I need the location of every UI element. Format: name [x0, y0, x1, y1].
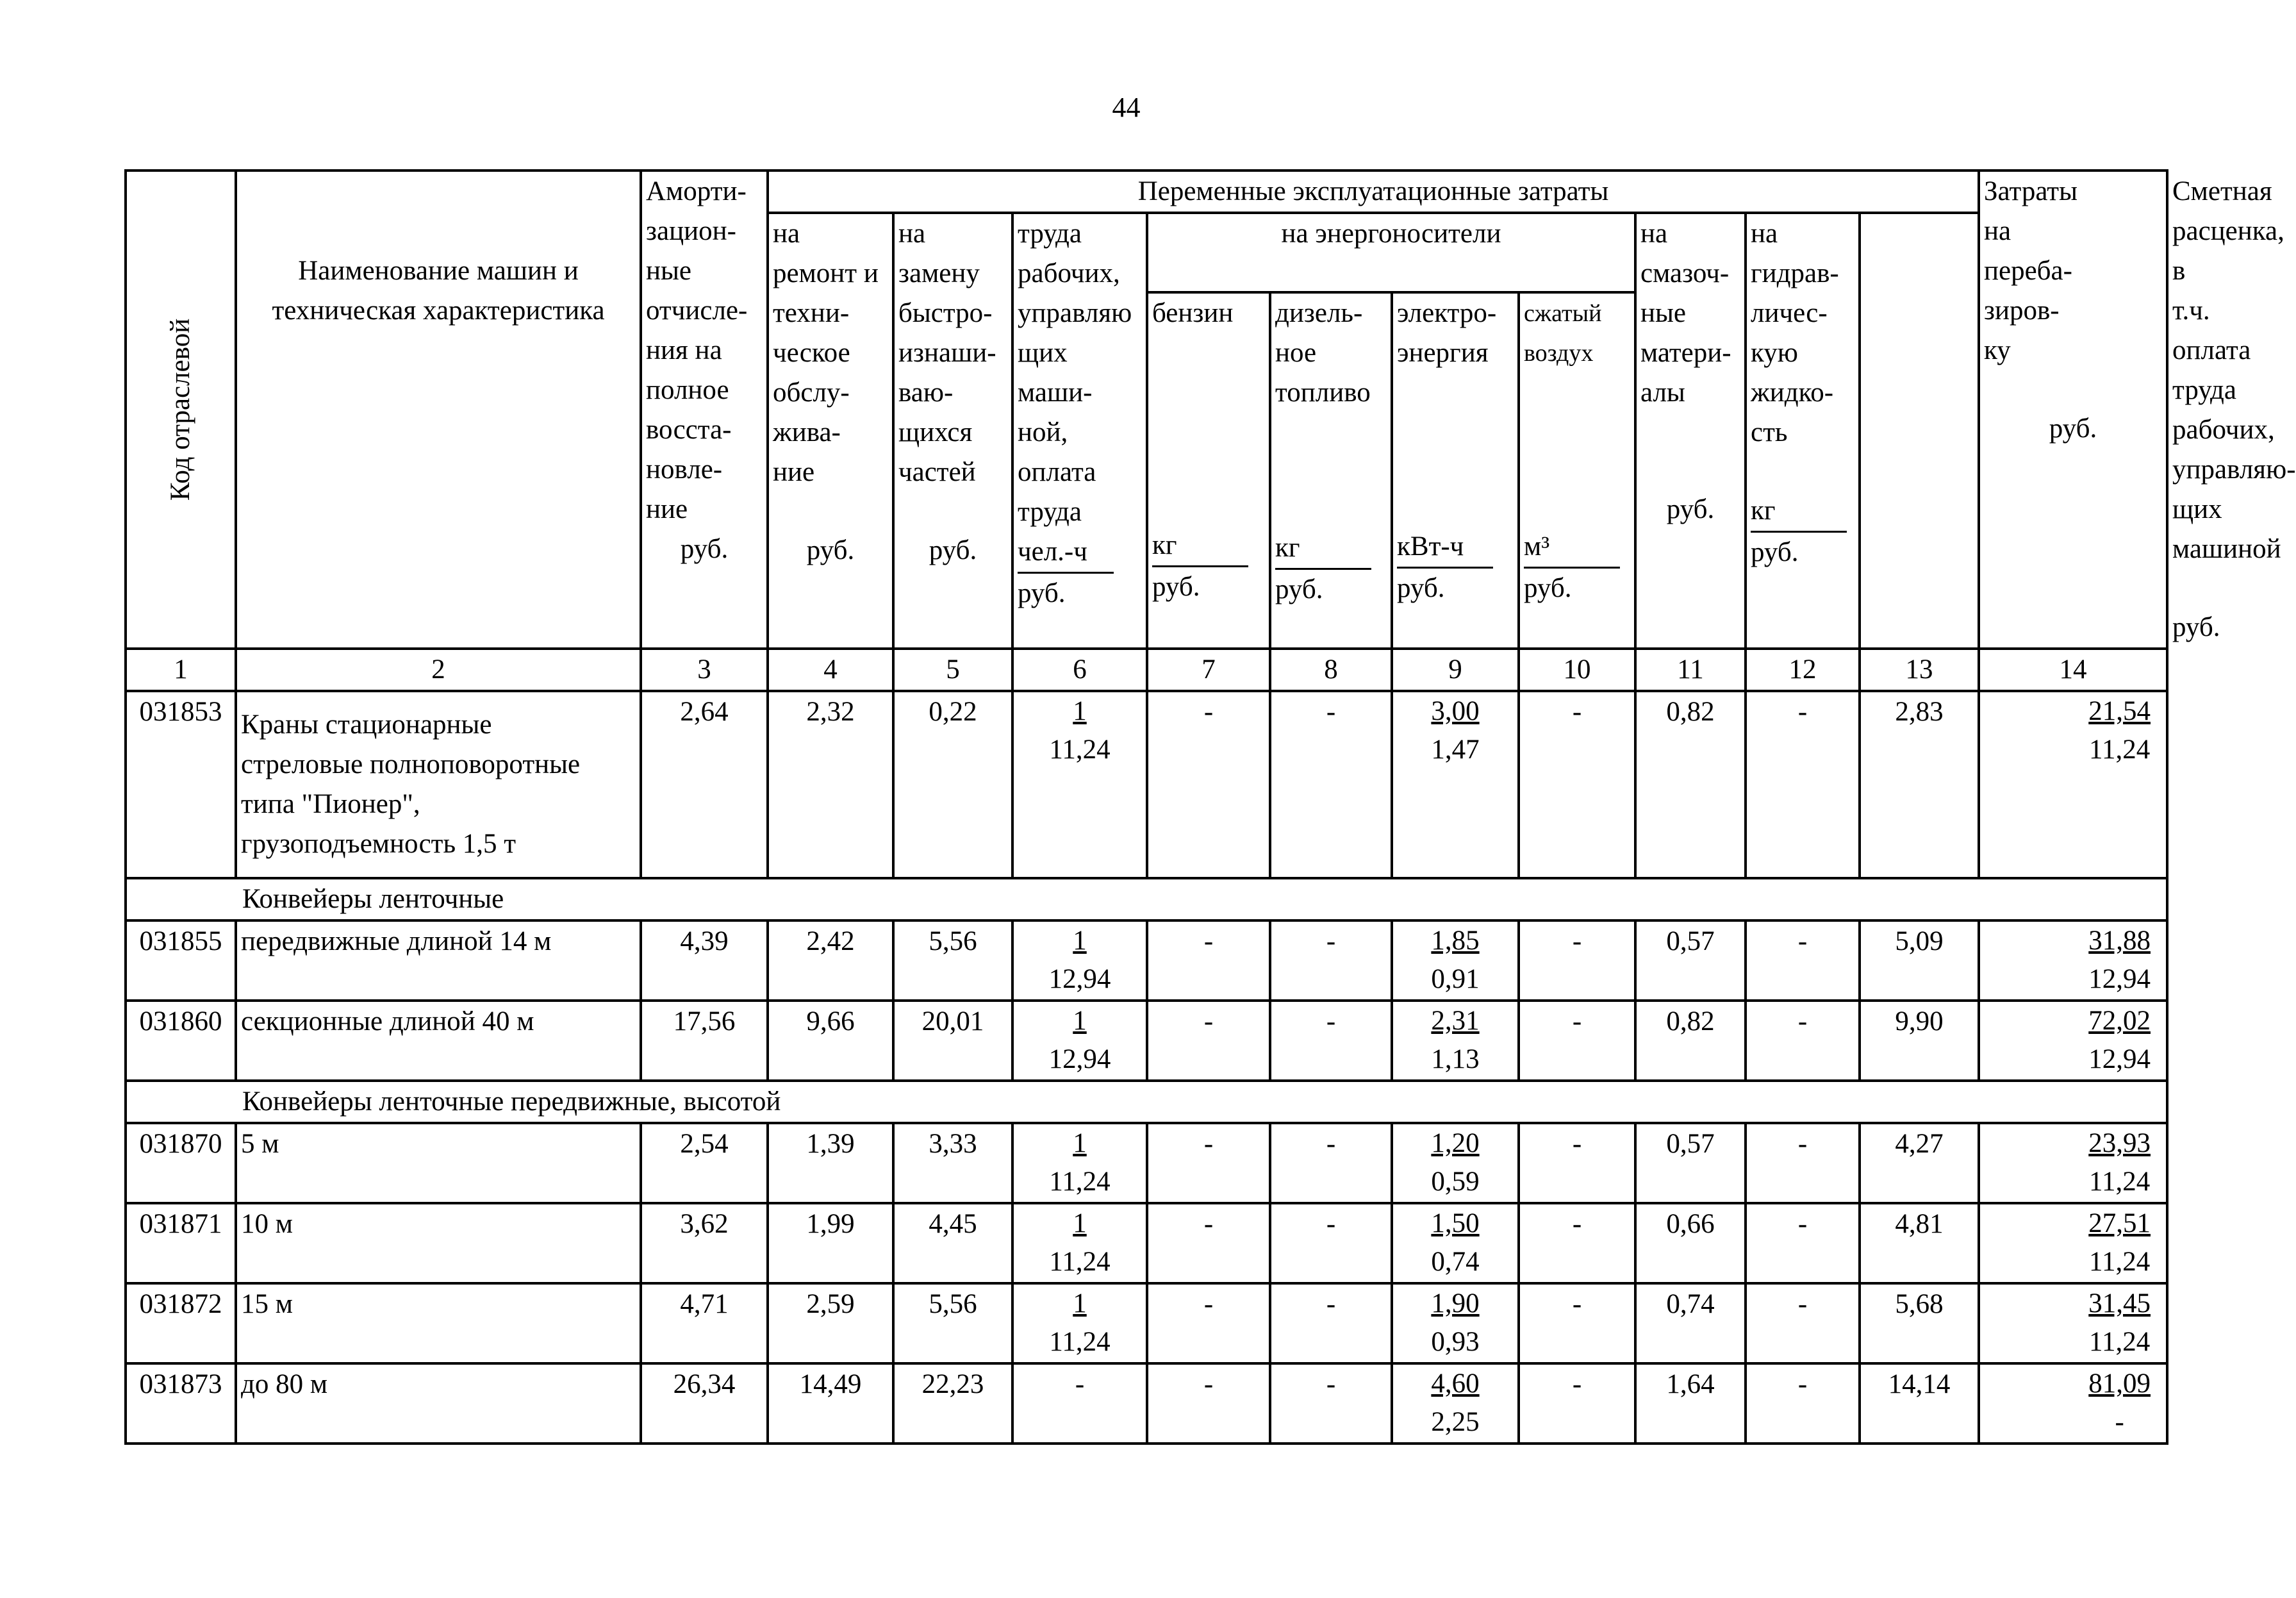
estimate-value-fraction [2088, 692, 2151, 769]
electricity-value-numerator: 1,50 [1431, 1208, 1480, 1238]
header-text-line: восста- [646, 415, 732, 445]
header-text-line: сть [1751, 417, 1788, 447]
header-repair-unit: руб. [806, 535, 855, 565]
parts-value: 3,33 [893, 1123, 1012, 1203]
header-text-line: электро- [1397, 298, 1497, 329]
parts-value: 0,22 [893, 691, 1012, 878]
labor-value-fraction [1049, 1285, 1110, 1361]
estimate-value-fraction [2088, 1285, 2151, 1361]
labor-value-numerator: 1 [1073, 1288, 1087, 1319]
labor-value-fraction [1049, 1002, 1111, 1079]
header-parts-lines [898, 214, 1007, 492]
header-text-line: сжатый [1524, 300, 1602, 328]
header-text-line: переба- [1984, 256, 2072, 286]
machine-code: 031853 [126, 691, 236, 878]
machine-name [236, 1363, 641, 1444]
column-number: 14 [1979, 649, 2167, 691]
parts-value: 5,56 [893, 920, 1012, 1001]
column-number: 1 [126, 649, 236, 691]
electricity-value-fraction [1431, 1124, 1479, 1201]
column-number: 9 [1392, 649, 1519, 691]
estimate-value-denominator: 11,24 [2089, 1327, 2151, 1357]
header-labor-unit-bottom: руб. [1018, 578, 1066, 608]
header-text-line: маши- [1018, 378, 1093, 408]
air-value: - [1519, 1283, 1635, 1363]
estimate-value-fraction [2088, 1365, 2151, 1442]
estimate-value-fraction [2088, 1124, 2151, 1201]
header-labor [1012, 213, 1147, 649]
estimate-value-denominator: 11,24 [2089, 1167, 2151, 1197]
machine-name-line: передвижные длиной 14 м [241, 926, 552, 956]
header-electricity [1392, 292, 1519, 649]
parts-value: 4,45 [893, 1203, 1012, 1283]
labor-value [1012, 691, 1147, 878]
header-text-line: рабочих, [1018, 258, 1120, 288]
electricity-value-fraction [1431, 1204, 1479, 1281]
header-text-line: оплата [1018, 457, 1096, 487]
diesel-value: - [1270, 1001, 1392, 1081]
section-title: Конвейеры ленточные [126, 878, 2167, 920]
column-number: 3 [641, 649, 768, 691]
electricity-value [1392, 1363, 1519, 1444]
table-row [126, 1283, 2167, 1363]
air-value: - [1519, 1001, 1635, 1081]
diesel-value: - [1270, 691, 1392, 878]
diesel-value: - [1270, 1283, 1392, 1363]
header-code-label: Код отраслевой [165, 318, 195, 501]
header-petrol [1147, 292, 1270, 649]
header-labor-lines [1018, 214, 1142, 532]
petrol-value: - [1147, 920, 1270, 1001]
estimate-value [1979, 1363, 2167, 1444]
header-variable-costs: Переменные эксплуатационные затраты [768, 171, 1979, 213]
machine-name [236, 1203, 641, 1283]
hydraulic-value: - [1746, 1123, 1860, 1203]
machine-name [236, 1123, 641, 1203]
estimate-value-numerator: 23,93 [2088, 1128, 2151, 1158]
labor-value [1012, 920, 1147, 1001]
labor-value [1012, 1283, 1147, 1363]
electricity-value-denominator: 0,91 [1431, 964, 1480, 994]
header-text-line: смазоч- [1640, 258, 1730, 288]
electricity-value-numerator: 3,00 [1431, 696, 1480, 726]
section-row [126, 878, 2167, 920]
rebasing-value: 5,09 [1860, 920, 1979, 1001]
machine-code: 031873 [126, 1363, 236, 1444]
labor-value-denominator: 12,94 [1048, 964, 1111, 994]
air-value: - [1519, 920, 1635, 1001]
header-text-line: обслу- [773, 378, 850, 408]
header-text-line: гидрав- [1751, 258, 1839, 288]
column-number: 4 [768, 649, 893, 691]
header-text-line: управляю [1018, 298, 1132, 328]
rebasing-value: 9,90 [1860, 1001, 1979, 1081]
header-text-line: на [1751, 219, 1778, 249]
header-text-line: отчисле- [646, 295, 748, 326]
amortization-value: 4,71 [641, 1283, 768, 1363]
diesel-value: - [1270, 920, 1392, 1001]
header-electricity-unit-top: кВт-ч [1397, 527, 1493, 569]
electricity-value-numerator: 4,60 [1431, 1369, 1480, 1399]
electricity-value-denominator: 2,25 [1431, 1407, 1480, 1437]
header-text-line: матери- [1640, 338, 1731, 368]
header-text-line: полное [646, 375, 729, 405]
header-text-line: на [898, 219, 926, 249]
machine-code: 031872 [126, 1283, 236, 1363]
repair-value: 9,66 [768, 1001, 893, 1081]
table-row [126, 691, 2167, 878]
header-air-unit-bottom: руб. [1524, 573, 1572, 604]
diesel-value: - [1270, 1363, 1392, 1444]
estimate-value [1979, 1283, 2167, 1363]
header-lubricants-unit: руб. [1666, 494, 1715, 524]
electricity-value-denominator: 0,74 [1431, 1247, 1480, 1277]
header-text-line: техни- [773, 298, 850, 328]
estimate-value [1979, 920, 2167, 1001]
air-value: - [1519, 1203, 1635, 1283]
labor-value-denominator: 11,24 [1049, 1247, 1111, 1277]
electricity-value-fraction [1431, 692, 1479, 769]
header-rebasing-unit: руб. [2049, 413, 2097, 444]
header-text-line: зиров- [1984, 295, 2060, 326]
labor-value-numerator: 1 [1073, 1128, 1087, 1158]
estimate-value-numerator: 31,88 [2088, 926, 2151, 956]
column-number: 10 [1519, 649, 1635, 691]
labor-value-numerator: 1 [1073, 1208, 1087, 1238]
table-row [126, 920, 2167, 1001]
header-text-line: щих [1018, 338, 1068, 368]
header-amortization-lines [646, 172, 763, 529]
estimate-value [1979, 691, 2167, 878]
labor-value-numerator: 1 [1073, 696, 1087, 726]
estimate-value [1979, 1203, 2167, 1283]
header-text-line: кую [1751, 338, 1798, 368]
header-parts-unit: руб. [929, 535, 977, 565]
machine-code: 031871 [126, 1203, 236, 1283]
petrol-value: - [1147, 1001, 1270, 1081]
header-labor-unit-top: чел.-ч [1018, 532, 1114, 574]
estimate-value-numerator: 81,09 [2088, 1369, 2151, 1399]
header-text-line: изнаши- [898, 338, 996, 368]
header-text-line: замену [898, 258, 980, 288]
header-text-line: дизель- [1275, 298, 1363, 329]
estimate-value-numerator: 21,54 [2088, 696, 2151, 726]
header-hydraulic [1746, 213, 1860, 649]
air-value: - [1519, 1363, 1635, 1444]
labor-value-denominator: 11,24 [1049, 735, 1111, 765]
labor-value-fraction [1049, 922, 1111, 999]
lubricants-value: 0,57 [1635, 920, 1746, 1001]
header-diesel-lines [1275, 294, 1387, 413]
estimate-value-denominator: 11,24 [2089, 735, 2151, 765]
machine-code: 031860 [126, 1001, 236, 1081]
header-name [236, 171, 641, 649]
header-text-line: ния на [646, 335, 722, 365]
machine-code: 031870 [126, 1123, 236, 1203]
labor-value-numerator: 1 [1073, 1006, 1087, 1036]
header-text-line: труда [1018, 497, 1082, 527]
machine-name [236, 920, 641, 1001]
header-amortization-unit: руб. [680, 534, 729, 564]
rebasing-value: 4,81 [1860, 1203, 1979, 1283]
header-diesel-unit-top: кг [1275, 528, 1371, 570]
estimate-value [1979, 1123, 2167, 1203]
section-title: Конвейеры ленточные передвижные, высотой [126, 1081, 2167, 1123]
parts-value: 5,56 [893, 1283, 1012, 1363]
estimate-value-denominator: 12,94 [2088, 964, 2151, 994]
header-text-line: топливо [1275, 378, 1371, 408]
lubricants-value: 0,74 [1635, 1283, 1746, 1363]
column-number: 11 [1635, 649, 1746, 691]
labor-value [1012, 1123, 1147, 1203]
machine-name [236, 1283, 641, 1363]
machine-name-line: стреловые полноповоротные [241, 749, 581, 779]
hydraulic-value: - [1746, 1001, 1860, 1081]
electricity-value-numerator: 1,85 [1431, 926, 1480, 956]
electricity-value-fraction [1431, 1365, 1479, 1442]
amortization-value: 4,39 [641, 920, 768, 1001]
estimate-value [1979, 1001, 2167, 1081]
machine-name-line: грузоподъемность 1,5 т [241, 829, 516, 859]
header-text-line: воздух [1524, 340, 1594, 367]
hydraulic-value: - [1746, 1283, 1860, 1363]
header-hydraulic-lines [1751, 214, 1854, 453]
lubricants-value: 1,64 [1635, 1363, 1746, 1444]
petrol-value: - [1147, 1363, 1270, 1444]
header-repair [768, 213, 893, 649]
machine-name-line: секционные длиной 40 м [241, 1006, 534, 1036]
header-text-line: труда [1018, 219, 1082, 249]
machine-name-line: 10 м [241, 1209, 293, 1239]
machine-name-line: 15 м [241, 1289, 293, 1319]
header-lubricants [1635, 213, 1746, 649]
labor-value [1012, 1203, 1147, 1283]
header-parts [893, 213, 1012, 649]
rebasing-value: 5,68 [1860, 1283, 1979, 1363]
electricity-value-fraction [1431, 1002, 1479, 1079]
header-air-lines [1524, 294, 1630, 373]
column-number: 12 [1746, 649, 1860, 691]
header-air-unit-top: м³ [1524, 527, 1620, 569]
header-air [1519, 292, 1635, 649]
header-text-line: Затраты [1984, 176, 2077, 206]
machine-name [236, 1001, 641, 1081]
header-text-line: на [1984, 216, 2011, 246]
header-code [126, 171, 236, 649]
header-text-line: ние [773, 457, 815, 487]
labor-value-fraction [1049, 1204, 1110, 1281]
repair-value: 1,39 [768, 1123, 893, 1203]
repair-value: 14,49 [768, 1363, 893, 1444]
labor-value-denominator: 11,24 [1049, 1327, 1111, 1357]
labor-value: - [1012, 1363, 1147, 1444]
column-number: 13 [1860, 649, 1979, 691]
electricity-value-denominator: 0,93 [1431, 1327, 1480, 1357]
hydraulic-value: - [1746, 1203, 1860, 1283]
machine-code: 031855 [126, 920, 236, 1001]
lubricants-value: 0,82 [1635, 691, 1746, 878]
electricity-value-denominator: 0,59 [1431, 1167, 1480, 1197]
machine-name-line: до 80 м [241, 1369, 328, 1399]
header-text-line: ку [1984, 335, 2011, 365]
header-text-line: личес- [1751, 298, 1828, 328]
labor-value-fraction [1049, 1124, 1110, 1201]
lubricants-value: 0,66 [1635, 1203, 1746, 1283]
electricity-value-numerator: 1,90 [1431, 1288, 1480, 1319]
parts-value: 22,23 [893, 1363, 1012, 1444]
header-text-line: зацион- [646, 216, 736, 246]
labor-value-fraction [1049, 692, 1110, 769]
repair-value: 2,32 [768, 691, 893, 878]
hydraulic-value: - [1746, 920, 1860, 1001]
estimate-value-denominator: 11,24 [2089, 1247, 2151, 1277]
column-number: 8 [1270, 649, 1392, 691]
header-petrol-unit-top: кг [1152, 526, 1248, 567]
header-text-line: ной, [1018, 417, 1068, 447]
electricity-value-fraction [1431, 1285, 1479, 1361]
table-row [126, 1363, 2167, 1444]
petrol-value: - [1147, 691, 1270, 878]
header-rebasing [1979, 171, 2167, 649]
estimate-value-denominator: 12,94 [2088, 1044, 2151, 1074]
labor-value [1012, 1001, 1147, 1081]
header-diesel-unit-bottom: руб. [1275, 574, 1323, 605]
machine-name [236, 691, 641, 878]
header-text-line: ваю- [898, 378, 954, 408]
estimate-value-numerator: 72,02 [2088, 1006, 2151, 1036]
header-electricity-lines [1397, 294, 1514, 373]
petrol-value: - [1147, 1123, 1270, 1203]
petrol-value: - [1147, 1283, 1270, 1363]
air-value: - [1519, 1123, 1635, 1203]
air-value: - [1519, 691, 1635, 878]
rebasing-value: 2,83 [1860, 691, 1979, 878]
header-text-line: ческое [773, 338, 850, 368]
electricity-value [1392, 1203, 1519, 1283]
header-text-line: ное [1275, 338, 1317, 369]
repair-value: 1,99 [768, 1203, 893, 1283]
page-number: 44 [1112, 92, 1141, 123]
electricity-value-denominator: 1,13 [1431, 1044, 1480, 1074]
header-lubricants-lines [1640, 214, 1740, 413]
estimate-value-fraction [2088, 922, 2151, 999]
table-row [126, 1001, 2167, 1081]
header-text-line: ные [1640, 298, 1686, 328]
estimate-value-fraction [2088, 1204, 2151, 1281]
header-text-line: ние [646, 494, 688, 524]
column-number: 6 [1012, 649, 1147, 691]
lubricants-value: 0,82 [1635, 1001, 1746, 1081]
machine-name-line: типа "Пионер", [241, 789, 420, 819]
header-energy: на энергоносители [1147, 213, 1635, 292]
repair-value: 2,42 [768, 920, 893, 1001]
header-text-line: частей [898, 457, 976, 487]
electricity-value [1392, 1283, 1519, 1363]
header-text-line: на [773, 219, 800, 249]
electricity-value [1392, 1123, 1519, 1203]
petrol-value: - [1147, 1203, 1270, 1283]
electricity-value-numerator: 2,31 [1431, 1006, 1480, 1036]
electricity-value [1392, 1001, 1519, 1081]
amortization-value: 17,56 [641, 1001, 768, 1081]
diesel-value: - [1270, 1203, 1392, 1283]
electricity-value-fraction [1431, 922, 1479, 999]
header-petrol-label: бензин [1152, 298, 1234, 329]
column-number: 2 [236, 649, 641, 691]
header-text-line: энергия [1397, 338, 1489, 369]
rebasing-value: 14,14 [1860, 1363, 1979, 1444]
header-diesel [1270, 292, 1392, 649]
hydraulic-value: - [1746, 691, 1860, 878]
parts-value: 20,01 [893, 1001, 1012, 1081]
repair-value: 2,59 [768, 1283, 893, 1363]
electricity-value [1392, 920, 1519, 1001]
column-number: 7 [1147, 649, 1270, 691]
estimate-value-fraction [2088, 1002, 2151, 1079]
header-name-label: Наименование машин и техническая характеристика [272, 256, 605, 326]
column-number: 5 [893, 649, 1012, 691]
header-text-line: на [1640, 219, 1668, 249]
electricity-value [1392, 691, 1519, 878]
header-rebasing-lines [1984, 172, 2162, 370]
header-text-line: жидко- [1751, 378, 1834, 408]
header-amortization [641, 171, 768, 649]
amortization-value: 2,64 [641, 691, 768, 878]
section-row [126, 1081, 2167, 1123]
estimate-value-denominator: - [2115, 1407, 2124, 1437]
header-text-line: ремонт и [773, 258, 879, 288]
column-number-row [126, 649, 2167, 691]
rebasing-value: 4,27 [1860, 1123, 1979, 1203]
amortization-value: 26,34 [641, 1363, 768, 1444]
header-text-line: жива- [773, 417, 841, 447]
header-text-line: Аморти- [646, 176, 747, 206]
header-petrol-unit-bottom: руб. [1152, 572, 1200, 603]
hydraulic-value: - [1746, 1363, 1860, 1444]
header-text-line: новле- [646, 454, 723, 485]
estimate-value-numerator: 31,45 [2088, 1288, 2151, 1319]
header-text-line: ные [646, 256, 691, 286]
header-text-line: алы [1640, 378, 1685, 408]
labor-value-numerator: 1 [1073, 926, 1087, 956]
lubricants-value: 0,57 [1635, 1123, 1746, 1203]
table-row [126, 1203, 2167, 1283]
electricity-value-numerator: 1,20 [1431, 1128, 1480, 1158]
machine-name-line: Краны стационарные [241, 710, 492, 740]
header-text-line: щихся [898, 417, 973, 447]
header-hydraulic-unit-top: кг [1751, 491, 1847, 533]
machine-name-line: 5 м [241, 1129, 279, 1159]
header-hydraulic-unit-bottom: руб. [1751, 537, 1799, 567]
amortization-value: 2,54 [641, 1123, 768, 1203]
table-row [126, 1123, 2167, 1203]
labor-value-denominator: 12,94 [1048, 1044, 1111, 1074]
header-text-line: быстро- [898, 298, 993, 328]
labor-value-denominator: 11,24 [1049, 1167, 1111, 1197]
header-repair-lines [773, 214, 888, 492]
diesel-value: - [1270, 1123, 1392, 1203]
header-electricity-unit-bottom: руб. [1397, 573, 1445, 604]
machine-cost-table: Код отраслевой Наименование машин и техническая характеристика Аморти- зацион- ные отчисле- ния на полное восста- новле- ние руб. Переменные эксплуатационные затраты Затраты на переба- зиров- ку руб. Сметная расценка, в т.ч. оплата труда рабочих, управляю- щих машиной руб. на ремонт и техни- ческое обслу- жива- ние руб. на замену быстро- изнаши- ваю- щихся частей руб. труда рабочих, управляю щих маши- ной, оплата труда чел.-ч руб. на энергоносители на смазоч- ные матери- алы руб. на гидрав- личес- кую жидко- сть кг руб. бензин кг руб. дизель- ное топливо кг руб. электро- энергия кВт-ч руб. сжатый воздух м³ руб. 1 2 3 4 5 6 7 8 9 10 11 12 13 14 031853 Краны стационарные стреловые полноповоротные типа "Пионер", грузоподъемность 1,5 т 2,64 2,32 0,22 $\frac{1}{11,24}$ - - $\frac{3,00}{1,47}$ - 0,82 - 2,83 $\frac{21,54}{11,24}$ Конвейеры ленточные 031855 передвижные длиной 14 м 4,39 2,42 5,56 $\frac{1}{12,94}$ - - $\frac{1,85}{0,91}$ - 0,57 - 5,09 $\frac{31,88}{12,94}$ 031860 секционные длиной 40 м 17,56 9,66 20,01 $\frac{1}{12,94}$ - - $\frac{2,31}{1,13}$ - 0,82 - 9,90 $\frac{72,02}{12,94}$ Конвейеры ленточные передвижные, высотой 031870 5 м 2,54 1,39 3,33 $\frac{1}{11,24}$ - - $\frac{1,20}{0,59}$ - 0,57 - 4,27 $\frac{23,93}{11,24}$ 031871 10 м 3,62 1,99 4,45 $\frac{1}{11,24}$ - - $\frac{1,50}{0,74}$ - 0,66 - 4,81 $\frac{27,51}{11,24}$ 031872 15 м 4,71 2,59 5,56 $\frac{1}{11,24}$ - - $\frac{1,90}{0,93}$ - 0,74 - 5,68 $\frac{31,45}{11,24}$ 031873 до 80 м 26,34 14,49 22,23 - - - $\frac{4,60}{2,25}$ - 1,64 - 14,14 $\frac{81,09}{-}$ [124, 169, 2168, 1445]
estimate-value-numerator: 27,51 [2088, 1208, 2151, 1238]
amortization-value: 3,62 [641, 1203, 768, 1283]
electricity-value-denominator: 1,47 [1431, 735, 1480, 765]
